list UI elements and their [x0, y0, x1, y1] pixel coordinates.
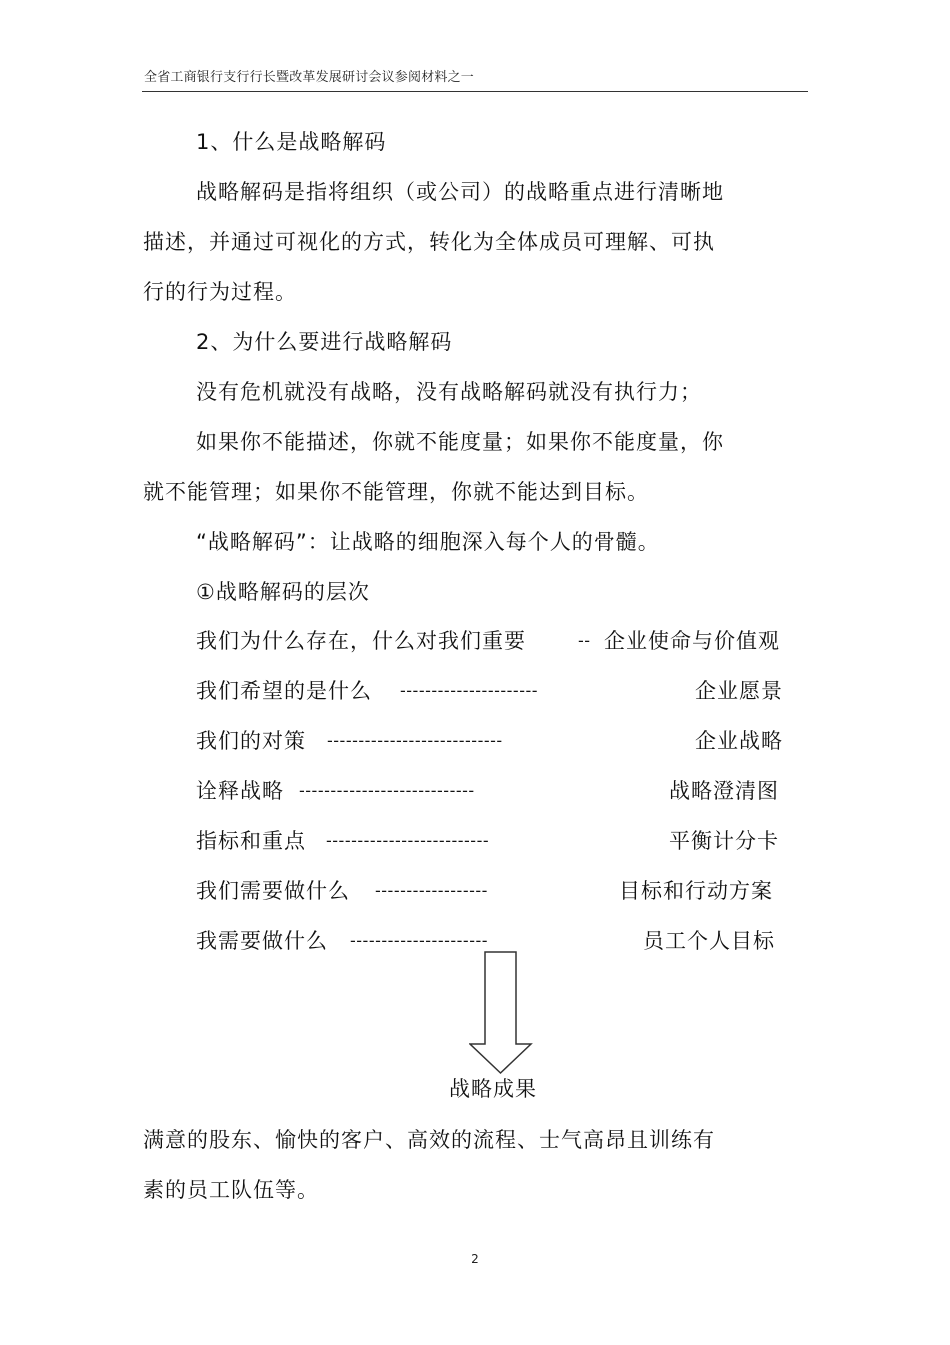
- level-dash: ----------------------------: [327, 731, 503, 750]
- level-left: 我们希望的是什么: [196, 679, 372, 703]
- paragraph-1-line-1: 战略解码是指将组织（或公司）的战略重点进行清晰地: [196, 180, 724, 204]
- level-right: 目标和行动方案: [619, 879, 773, 903]
- level-left: 诠释战略: [196, 779, 284, 803]
- paragraph-3-line-1: 如果你不能描述，你就不能度量；如果你不能度量，你: [196, 430, 724, 454]
- section-heading-1: 1、什么是战略解码: [196, 130, 387, 154]
- level-right: 企业战略: [695, 729, 783, 753]
- level-dash: ----------------------: [400, 681, 539, 700]
- level-dash: ----------------------------: [299, 781, 475, 800]
- result-line-2: 素的员工队伍等。: [143, 1178, 319, 1202]
- level-right: 员工个人目标: [643, 929, 775, 953]
- section-heading-2: 2、为什么要进行战略解码: [196, 330, 453, 354]
- page-number: 2: [471, 1252, 479, 1266]
- paragraph-1-line-2: 描述，并通过可视化的方式，转化为全体成员可理解、可执: [143, 230, 715, 254]
- level-right: 企业使命与价值观: [604, 629, 780, 653]
- result-line-1: 满意的股东、愉快的客户、高效的流程、士气高昂且训练有: [143, 1128, 715, 1152]
- level-left: 我们的对策: [196, 729, 306, 753]
- result-title: 战略成果: [449, 1077, 537, 1101]
- running-header: 全省工商银行支行行长暨改革发展研讨会议参阅材料之一: [144, 70, 475, 85]
- level-dash: --: [578, 631, 591, 650]
- level-right: 企业愿景: [695, 679, 783, 703]
- level-left: 指标和重点: [196, 829, 306, 853]
- down-arrow-icon: [469, 951, 533, 1075]
- level-dash: ----------------------: [350, 931, 489, 950]
- level-right: 战略澄清图: [669, 779, 779, 803]
- header-rule: [142, 91, 808, 92]
- paragraph-2-line-1: 没有危机就没有战略，没有战略解码就没有执行力；: [196, 380, 702, 404]
- level-right: 平衡计分卡: [669, 829, 779, 853]
- subsection-heading: ①战略解码的层次: [196, 580, 370, 604]
- level-left: 我们需要做什么: [196, 879, 350, 903]
- level-left: 我需要做什么: [196, 929, 328, 953]
- level-left: 我们为什么存在，什么对我们重要: [196, 629, 526, 653]
- paragraph-3-line-2: 就不能管理；如果你不能管理，你就不能达到目标。: [143, 480, 649, 504]
- level-dash: --------------------------: [326, 831, 490, 850]
- paragraph-4-line-1: “战略解码”：让战略的细胞深入每个人的骨髓。: [196, 530, 660, 554]
- paragraph-1-line-3: 行的行为过程。: [143, 280, 297, 304]
- level-dash: ------------------: [375, 881, 488, 900]
